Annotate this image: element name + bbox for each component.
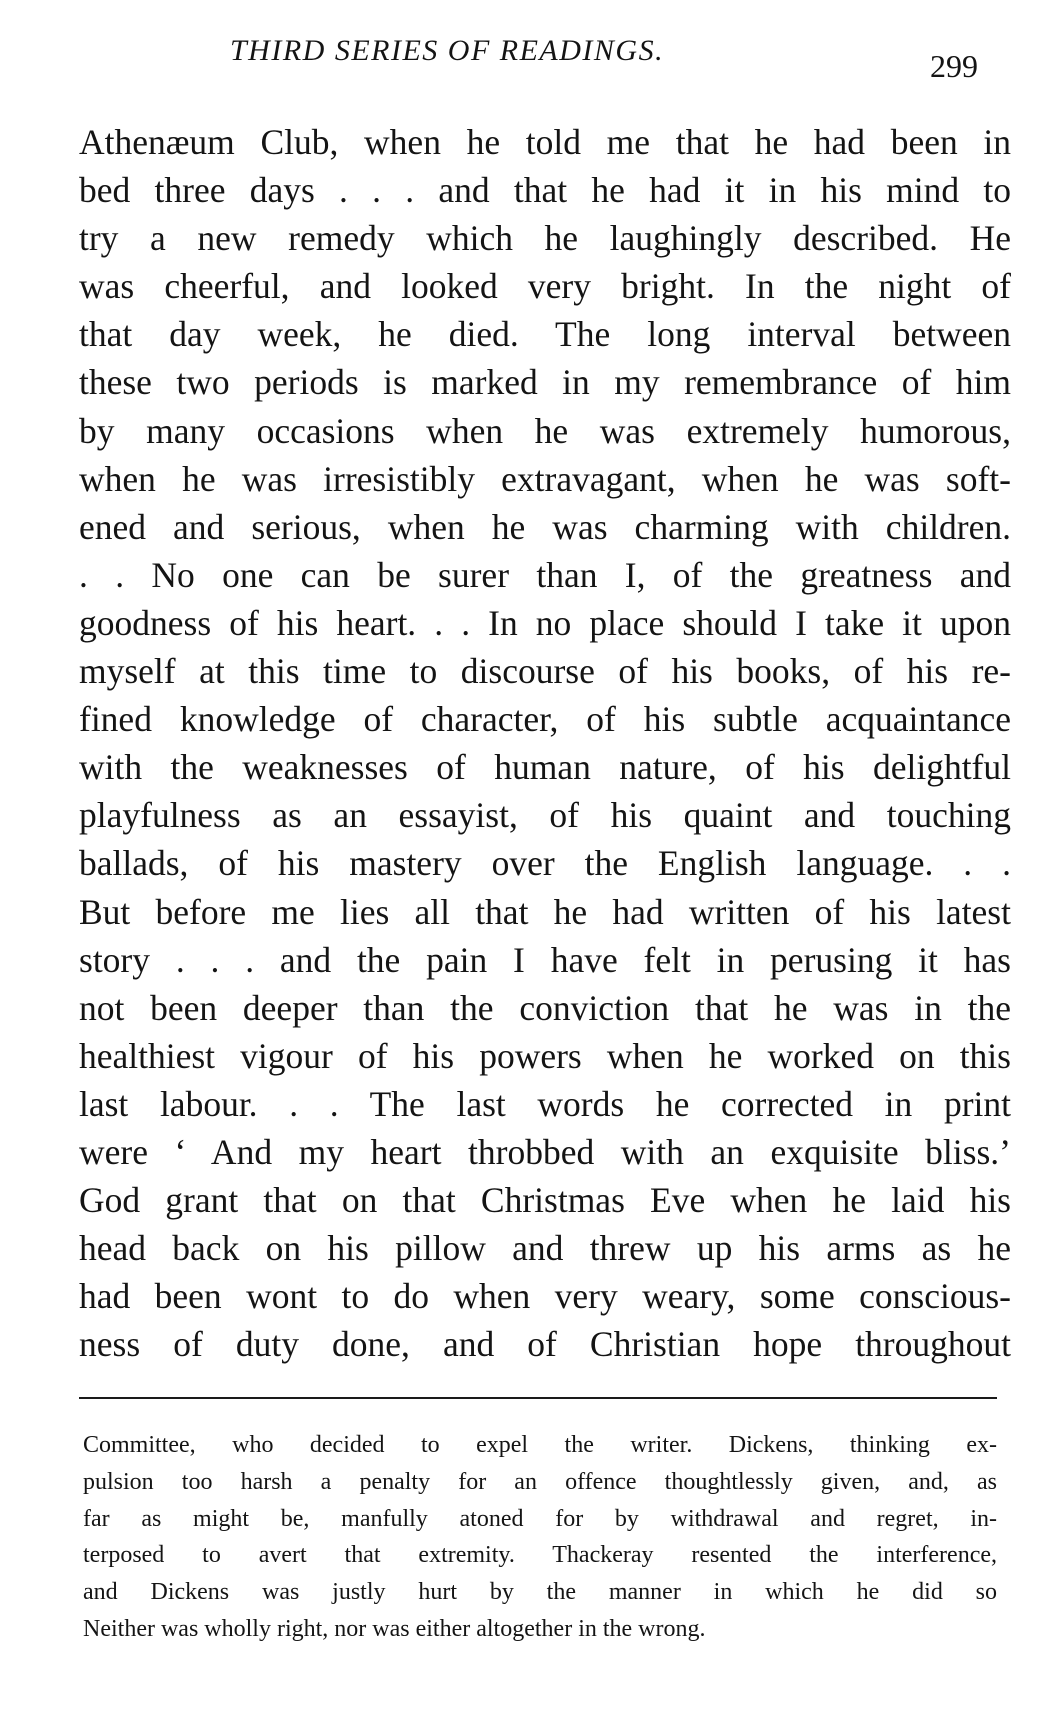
footnote-line: pulsion too harsh a penalty for an offence thoughtlessly given, and, as [83,1468,997,1495]
body-line: that day week, he died. The long interval between [79,314,1011,355]
running-head-title: THIRD SERIES OF READINGS. [230,34,665,67]
footnote-line: far as might be, manfully atoned for by withdrawal and regret, in- [83,1505,997,1532]
body-line: Athenæum Club, when he told me that he had been in [79,122,1011,162]
footnote-divider [79,1397,997,1399]
body-line: head back on his pillow and threw up his arms as he [79,1228,1011,1269]
body-line: . . No one can be surer than I, of the greatness and [79,554,1011,595]
body-line: try a new remedy which he laughingly described. He [79,218,1011,259]
body-line: was cheerful, and looked very bright. In the night of [79,266,1011,307]
body-line: these two periods is marked in my remembrance of him [79,362,1011,403]
body-line: story . . . and the pain I have felt in perusing it has [79,939,1011,980]
body-line: fined knowledge of character, of his subtle acquaintance [79,699,1011,740]
body-line: were ‘ And my heart throbbed with an exquisite bliss.’ [79,1131,1011,1172]
body-line: bed three days . . . and that he had it in his mind to [79,170,1011,211]
footnote [83,1427,997,1648]
body-line: ballads, of his mastery over the English language. . . [79,843,1011,884]
body-text [79,118,1011,1368]
footnote-line: and Dickens was justly hurt by the manner in which he did so [83,1579,997,1606]
body-line: with the weaknesses of human nature, of his delightful [79,747,1011,788]
body-line: But before me lies all that he had written of his latest [79,891,1011,932]
body-line: playfulness as an essayist, of his quaint and touching [79,795,1011,836]
body-line: myself at this time to discourse of his books, of his re- [79,651,1011,692]
footnote-line: terposed to avert that extremity. Thackeray resented the interference, [83,1542,997,1569]
footnote-line: Neither was wholly right, nor was either altogether in the wrong. [83,1615,706,1642]
body-line: not been deeper than the conviction that he was in the [79,987,1011,1028]
body-line: goodness of his heart. . . In no place should I take it upon [79,602,1011,643]
footnote-line: Committee, who decided to expel the writer. Dickens, thinking ex- [83,1432,997,1458]
page-number: 299 [930,48,978,84]
body-line: by many occasions when he was extremely humorous, [79,410,1011,451]
body-line: ened and serious, when he was charming with children. [79,506,1011,547]
body-line: when he was irresistibly extravagant, when he was soft- [79,458,1011,499]
body-line: God grant that on that Christmas Eve when he laid his [79,1180,1011,1221]
body-line: ness of duty done, and of Christian hope throughout [79,1324,1011,1365]
body-line: last labour. . . The last words he corrected in print [79,1083,1011,1124]
body-line: had been wont to do when very weary, some conscious- [79,1276,1011,1317]
body-line: healthiest vigour of his powers when he worked on this [79,1035,1011,1076]
